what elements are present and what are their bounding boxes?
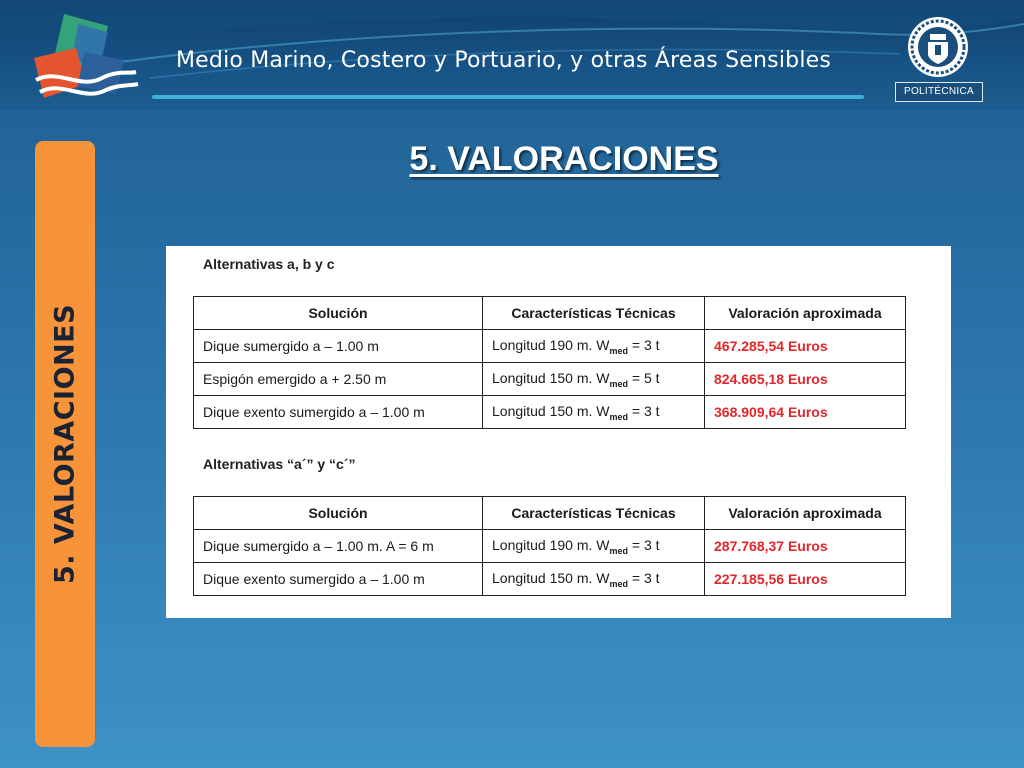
technical-text: Longitud 150 m. W xyxy=(492,569,610,586)
solution-cell: Espigón emergido a + 2.50 m xyxy=(194,363,483,396)
column-header: Características Técnicas xyxy=(483,297,705,330)
content-panel xyxy=(166,246,951,618)
table-row xyxy=(194,530,906,563)
solution-cell: Dique sumergido a – 1.00 m xyxy=(194,330,483,363)
table-header-row xyxy=(194,497,906,530)
table-row xyxy=(194,330,906,363)
sidebar-label: 5. VALORACIONES xyxy=(49,303,81,585)
table-header-row xyxy=(194,297,906,330)
technical-subscript: med xyxy=(609,411,629,422)
technical-text-end: = 3 t xyxy=(628,569,660,586)
technical-subscript: med xyxy=(609,345,629,356)
technical-text-end: = 3 t xyxy=(628,402,660,419)
valuation-table xyxy=(193,496,906,596)
institution-label: POLITÉCNICA xyxy=(895,82,983,102)
technical-text: Longitud 190 m. W xyxy=(492,336,610,353)
technical-text: Longitud 190 m. W xyxy=(492,536,610,553)
section-heading: Alternativas “a´” y “c´” xyxy=(203,456,356,472)
logo-icon xyxy=(28,14,140,110)
column-header: Solución xyxy=(194,297,483,330)
technical-subscript: med xyxy=(609,578,629,589)
table-row xyxy=(194,363,906,396)
section-sidebar xyxy=(35,141,95,747)
page-title: 5. VALORACIONES xyxy=(409,140,719,178)
table-row xyxy=(194,396,906,429)
valuation-cell: 227.185,56 Euros xyxy=(705,563,906,596)
section-heading: Alternativas a, b y c xyxy=(203,256,335,272)
header-title: Medio Marino, Costero y Portuario, y otras Áreas Sensibles xyxy=(176,48,832,73)
valuation-table xyxy=(193,296,906,429)
column-header: Características Técnicas xyxy=(483,497,705,530)
technical-cell xyxy=(483,563,705,596)
technical-text-end: = 3 t xyxy=(628,336,660,353)
solution-cell: Dique exento sumergido a – 1.00 m xyxy=(194,563,483,596)
header-divider xyxy=(152,95,864,99)
valuation-cell: 467.285,54 Euros xyxy=(705,330,906,363)
technical-subscript: med xyxy=(609,378,629,389)
technical-text: Longitud 150 m. W xyxy=(492,402,610,419)
technical-cell xyxy=(483,396,705,429)
table-row xyxy=(194,563,906,596)
technical-cell xyxy=(483,330,705,363)
technical-subscript: med xyxy=(609,545,629,556)
technical-text-end: = 5 t xyxy=(628,369,660,386)
valuation-cell: 824.665,18 Euros xyxy=(705,363,906,396)
technical-cell xyxy=(483,363,705,396)
technical-cell xyxy=(483,530,705,563)
column-header: Valoración aproximada xyxy=(705,297,906,330)
valuation-cell: 368.909,64 Euros xyxy=(705,396,906,429)
valuation-cell: 287.768,37 Euros xyxy=(705,530,906,563)
crest-icon xyxy=(906,14,970,80)
column-header: Solución xyxy=(194,497,483,530)
technical-text-end: = 3 t xyxy=(628,536,660,553)
solution-cell: Dique sumergido a – 1.00 m. A = 6 m xyxy=(194,530,483,563)
column-header: Valoración aproximada xyxy=(705,497,906,530)
solution-cell: Dique exento sumergido a – 1.00 m xyxy=(194,396,483,429)
technical-text: Longitud 150 m. W xyxy=(492,369,610,386)
